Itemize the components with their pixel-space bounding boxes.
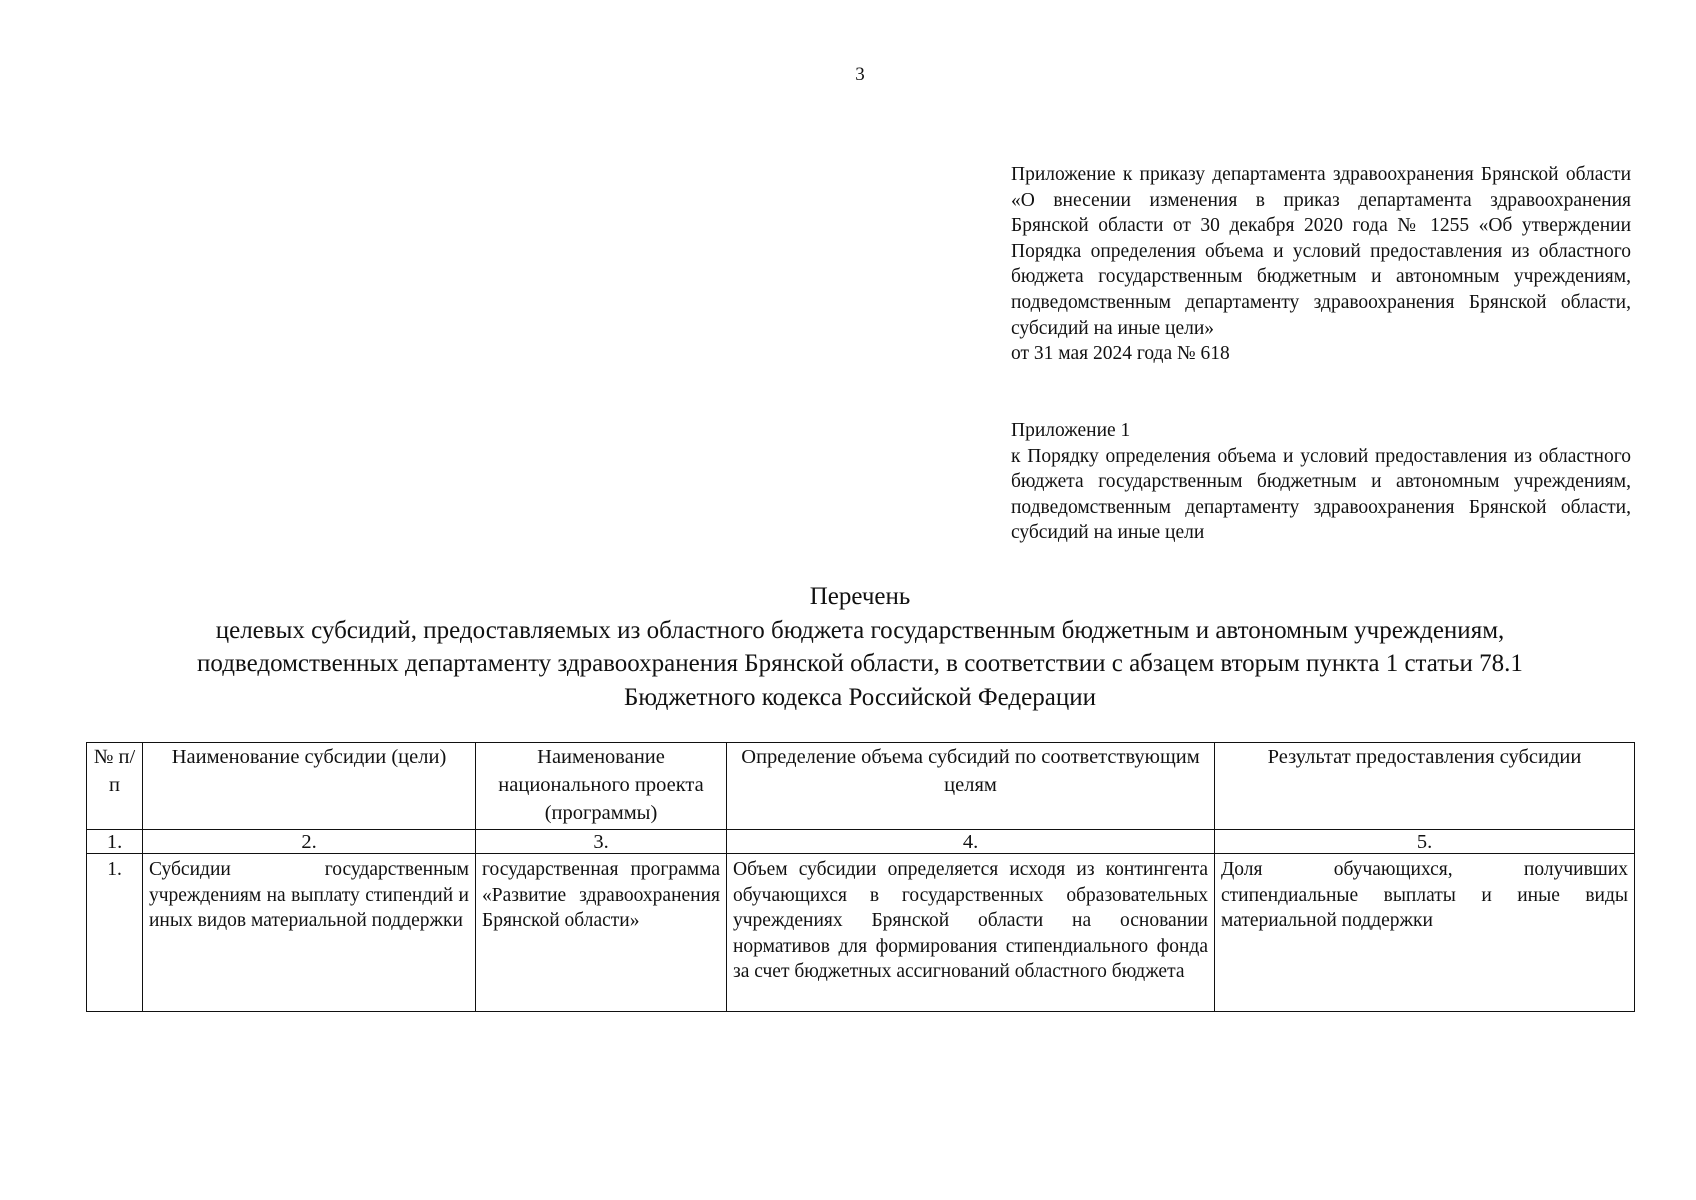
column-number-row <box>87 830 1635 854</box>
row-subsidy-name: Субсидии государственным учреждениям на выплату стипендий и иных видов материальной поддержки <box>143 854 476 1012</box>
table-row <box>87 854 1635 1012</box>
column-number: 1. <box>87 830 143 854</box>
annex-order-text: Приложение к приказу департамента здравоохранения Брянской области «О внесении изменения в приказ департамента здравоохранения Брянской области от 30 декабря 2020 года № 1255 «Об утверждении Порядка определения объема и условий предоставления из областного бюджета государственным бюджетным и автономным учреждениям, подведомственным департаменту здравоохранения Брянской области, субсидий на иные цели» <box>1011 164 1631 339</box>
annex-one-text: к Порядку определения объема и условий предоставления из областного бюджета государственным бюджетным и автономным учреждениям, подведомственным департаменту здравоохранения Брянской области, субсидий на иные цели <box>1011 445 1631 544</box>
row-num: 1. <box>87 854 143 1012</box>
header-volume: Определение объема субсидий по соответствующим целям <box>727 743 1215 830</box>
column-number: 3. <box>476 830 727 854</box>
annex-order-date: от 31 мая 2024 года № 618 <box>1011 343 1230 365</box>
column-number: 4. <box>727 830 1215 854</box>
annex-one-block <box>1011 418 1631 546</box>
row-result: Доля обучающихся, получивших стипендиальные выплаты и иные виды материальной поддержки <box>1215 854 1635 1012</box>
annex-order-block <box>1011 162 1631 367</box>
document-title <box>60 580 1660 714</box>
column-number: 5. <box>1215 830 1635 854</box>
header-project: Наименование национального проекта (программы) <box>476 743 727 830</box>
title-line-4: Бюджетного кодекса Российской Федерации <box>624 683 1096 711</box>
header-name: Наименование субсидии (цели) <box>143 743 476 830</box>
table-header-row <box>87 743 1635 830</box>
title-line-3: подведомственных департаменту здравоохранения Брянской области, в соответствии с абзацем вторым пункта 1 статьи 78.1 <box>197 650 1523 677</box>
annex-one-heading: Приложение 1 <box>1011 420 1131 441</box>
page-number: 3 <box>855 64 865 85</box>
title-line-2: целевых субсидий, предоставляемых из областного бюджета государственным бюджетным и автономным учреждениям, <box>215 616 1505 644</box>
header-result: Результат предоставления субсидии <box>1215 743 1635 830</box>
row-project-name: государственная программа «Развитие здравоохранения Брянской области» <box>476 854 727 1012</box>
header-num: № п/п <box>87 743 143 830</box>
title-line-1: Перечень <box>809 583 911 610</box>
row-volume-definition: Объем субсидии определяется исходя из контингента обучающихся в государственных образовательных учреждениях Брянской области на основании нормативов для формирования стипендиального фонда за счет бюджетных ассигнований областного бюджета <box>727 854 1215 1012</box>
column-number: 2. <box>143 830 476 854</box>
subsidies-table <box>86 742 1635 1012</box>
